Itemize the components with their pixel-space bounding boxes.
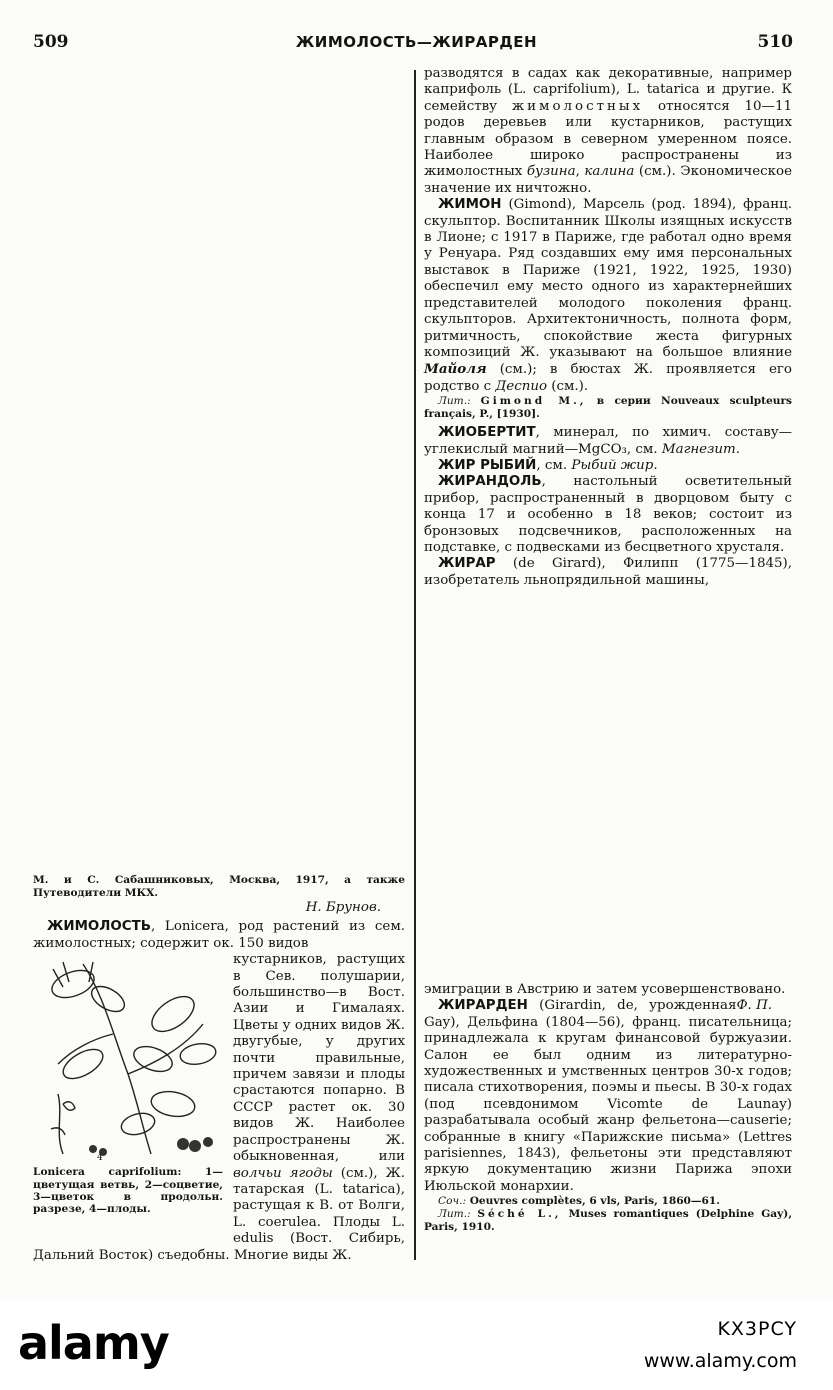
alamy-url: www.alamy.com bbox=[643, 1350, 797, 1372]
headword-zhiobertit: ЖИОБЕРТИТ bbox=[438, 425, 536, 441]
entry-zhirar bbox=[424, 556, 792, 589]
zhimolost-body-1: кустарников, растущих в Сев. полушарии, большинство—в Вост. Азии и Гималаях. Цветы у одних видов Ж. двугубые, у других почти правильные, причем завязи и плоды срастаются попарно. В СССР растет ок. 30 видов Ж. Наиболее распространены Ж. обыкновенная, или bbox=[233, 952, 405, 1165]
zhirar-continuation-text: эмиграции в Австрию и затем усовершенствовано. bbox=[424, 982, 786, 997]
zhimolost-intro: , Lonicera, род растений из сем. жимолостных; содержит ок. 150 видов bbox=[33, 919, 405, 951]
right-page-number: 510 bbox=[757, 32, 793, 52]
entry-zhir bbox=[424, 458, 792, 474]
lit-author-2: Séché L., bbox=[477, 1208, 562, 1221]
zhimon-body-2: (см.); в бюстах Ж. проявляется его родство с bbox=[424, 362, 792, 394]
comma: , bbox=[575, 164, 585, 180]
signature-fp: Ф. П. bbox=[736, 998, 772, 1014]
spaced-term: жимолостных bbox=[511, 98, 644, 114]
zhirar-body: (de Girard), Филипп (1775—1845), изобретатель льнопрядильной машины, bbox=[424, 556, 792, 588]
ref-kalina: калина bbox=[584, 164, 635, 180]
headword-zhirandol: ЖИРАНДОЛЬ bbox=[438, 474, 542, 490]
lit-author: Gimond M., bbox=[480, 395, 587, 408]
alamy-logo: alamy bbox=[18, 1316, 169, 1370]
headword-zhirarden: ЖИРАРДЕН bbox=[438, 998, 528, 1014]
entry-zhiobertit bbox=[424, 425, 792, 458]
lonicera-drawing bbox=[33, 954, 223, 1164]
entry-zhimolost bbox=[33, 919, 405, 952]
ref-magnezit: Магнезит bbox=[661, 441, 736, 457]
zhir-body: , см. bbox=[536, 457, 572, 473]
zhimon-literature bbox=[424, 395, 792, 421]
lit-text-2: Muses romantiques (Delphine Gay), Paris, 1910. bbox=[424, 1208, 793, 1234]
zhirarden-body: (Girardin, de, урожденная Gay), Дельфина (1804—56), франц. писательница; принадлежала к кругам финансовой буржуазии. Салон ее был одним из литературно-художественных и умственных центров 30-х годов; писала стихотворения, поэмы и пьесы. В 30-х годах (под псевдонимом Vicomte de Launay) разрабатывала особый жанр фельетона—causerie; собранные в книгу «Парижские письма» (Lettres parisiennes, 1843), фельетоны эти представляют яркую документацию жизни Парижа эпохи Июльской монархии. bbox=[424, 998, 792, 1194]
ref-rybiy-zhir: Рыбий жир bbox=[571, 457, 654, 473]
continuation-paragraph bbox=[424, 66, 792, 197]
ref-volchi-yagody: волчьи ягоды bbox=[233, 1165, 333, 1181]
continuation-text-3: (см.). Экономическое значение их ничтожно. bbox=[424, 164, 792, 196]
running-head: ЖИМОЛОСТЬ—ЖИРАРДЕН bbox=[295, 33, 538, 51]
zhiobertit-end: . bbox=[735, 441, 740, 457]
zhimon-body-3: (см.). bbox=[547, 378, 589, 394]
zhirarden-works bbox=[424, 1195, 792, 1208]
zhiobertit-body: , минерал, по химич. составу—углекислый магний—MgCO₃, см. bbox=[424, 425, 792, 457]
left-column-bottom bbox=[33, 874, 405, 1264]
signature-brunov: Н. Брунов. bbox=[305, 900, 381, 915]
entry-zhimon bbox=[424, 197, 792, 395]
zhirarden-literature bbox=[424, 1208, 792, 1234]
headword-zhir: ЖИР РЫБИЙ bbox=[438, 457, 537, 473]
column-divider bbox=[414, 70, 416, 1260]
ref-despiau: Деспио bbox=[495, 378, 548, 394]
headword-zhirar: ЖИРАР bbox=[438, 556, 496, 572]
right-column-top bbox=[424, 66, 792, 589]
zhir-end: . bbox=[653, 457, 658, 473]
lonicera-illustration bbox=[33, 954, 223, 1242]
entry-zhirandol bbox=[424, 474, 792, 556]
right-column-bottom bbox=[424, 982, 792, 1234]
figure-mark: 4 bbox=[97, 1153, 103, 1164]
lit-label-2: Лит.: bbox=[438, 1208, 471, 1221]
zhimon-body-1: (Gimond), Марсель (род. 1894), франц. скульптор. Воспитанник Школы изящных искусств в Лионе; с 1917 в Париже, где работал одно время у Ренуара. Ряд создавших ему имя персональных выставок в Париже (1921, 1922, 1925, 1930) обеспечил ему место одного из характернейших представителей молодого поколения франц. скульпторов. Архитектоничность, полнота форм, ритмичность, спокойствие жеста фигурных композиций Ж. указывают на большое влияние bbox=[424, 197, 792, 360]
left-page-number: 509 bbox=[33, 32, 69, 52]
soch-text: Oeuvres complètes, 6 vls, Paris, 1860—61. bbox=[466, 1195, 720, 1208]
lit-label: Лит.: bbox=[438, 395, 471, 408]
continuation-text-2: относятся 10—11 родов деревьев или кустарников, растущих главным образом в северном умеренном поясе. Наиболее широко распространены из жимолостных bbox=[424, 98, 792, 180]
headword-zhimolost: ЖИМОЛОСТЬ bbox=[47, 919, 151, 935]
left-continuation: М. и С. Сабашниковых, Москва, 1917, а также Путеводители МКХ. bbox=[33, 874, 405, 899]
ref-maillol: Майоля bbox=[424, 361, 487, 378]
soch-label: Соч.: bbox=[438, 1195, 467, 1208]
headword-zhimon: ЖИМОН bbox=[438, 197, 502, 213]
zhimolost-body-2: (см.), Ж. татарская (L. tatarica), растущая к В. от Волги, L. coerulea. Плоды L. edulis (Вост. Сибирь, Дальний Восток) съедобны. Многие виды Ж. bbox=[33, 1165, 405, 1263]
figure-caption: Lonicera caprifolium: 1—цветущая ветвь, 2—соцветие, 3—цветок в продольн. разрезе, 4—плоды. bbox=[33, 1166, 223, 1216]
lit-text: в серии Nouveaux sculpteurs français, P., [1930]. bbox=[424, 395, 793, 421]
entry-zhirarden bbox=[424, 998, 792, 1195]
zhirandol-body: , настольный осветительный прибор, распространенный в дворцовом быту с конца 17 и особенно в 18 веков; состоит из бронзовых подсвечников, расположенных на подставке, с подвесками из бесцветного хрусталя. bbox=[424, 474, 792, 555]
alamy-image-id: KX3PCY bbox=[717, 1318, 797, 1340]
ref-buzina: бузина bbox=[526, 164, 576, 180]
continuation-text: разводятся в садах как декоративные, например каприфоль (L. caprifolium), L. tatarica и другие. К семейству bbox=[424, 66, 792, 114]
